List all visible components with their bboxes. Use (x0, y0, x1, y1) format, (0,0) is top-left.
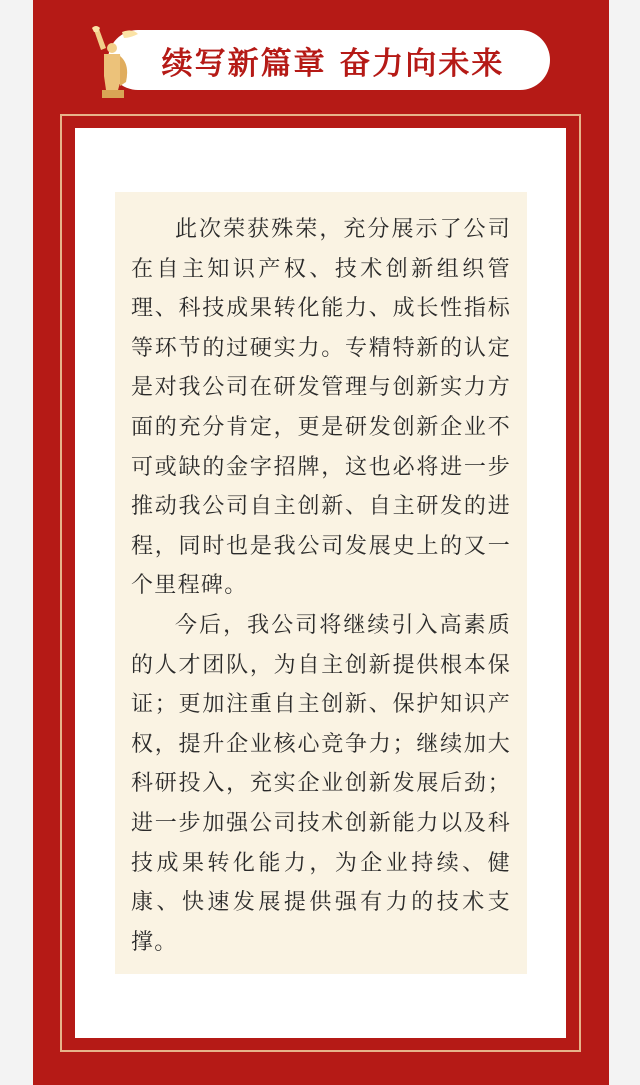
paragraph-1: 此次荣获殊荣，充分展示了公司在自主知识产权、技术创新组织管理、科技成果转化能力、成长性指标等环节的过硬实力。专精特新的认定是对我公司在研发管理与创新实力方面的充分肯定，更是研发创新企业不可或缺的金字招牌，这也必将进一步推动我公司自主创新、自主研发的进程，同时也是我公司发展史上的又一个里程碑。 (131, 217, 511, 599)
page-title: 续写新篇章 奋力向未来 (161, 45, 505, 82)
torch-statue-icon (84, 26, 140, 100)
title-banner (108, 30, 550, 90)
paragraph-2: 今后，我公司将继续引入高素质的人才团队，为自主创新提供根本保证；更加注重自主创新、保护知识产权，提升企业核心竞争力；继续加大科研投入，充实企业创新发展后劲；进一步加强公司技术创新能力以及科技成果转化能力，为企业持续、健康、快速发展提供强有力的技术支撑。 (131, 612, 511, 955)
article-body (131, 210, 511, 962)
